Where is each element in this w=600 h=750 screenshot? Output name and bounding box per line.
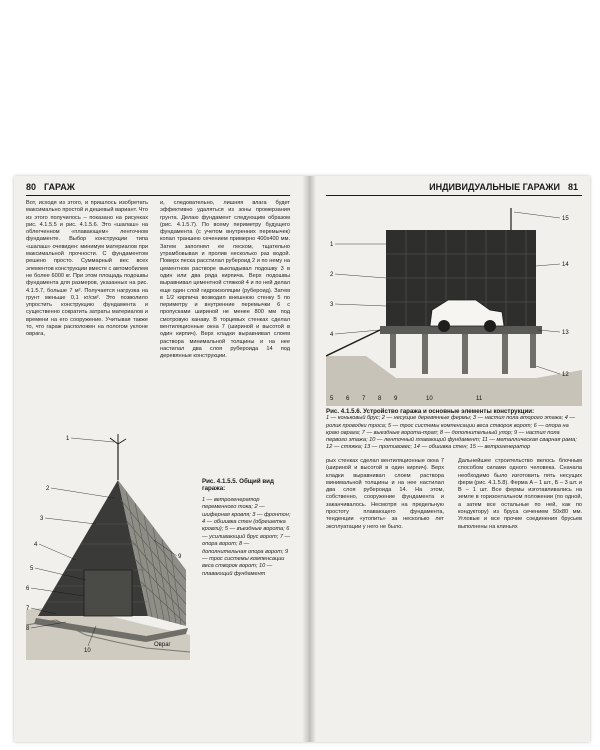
callout-13: 13	[562, 330, 569, 336]
garage-overview-drawing	[26, 420, 190, 660]
callout-3: 3	[40, 516, 44, 522]
callout-7: 7	[362, 396, 366, 402]
left-text-column-2: и, следовательно, лишняя влага будет эффективно удаляться из зоны промерзания грунта. Делаю фундамент следующим образом (рис. 4.1.5.7). По всему периметру будущего фундамента (с учетом внутренних перемычек) копал траншею сечением примерно 400х400 мм. Затем заполнял ее песком, тщательно утрамбовывая и пролив несколько раз водой. Поверх песка расстилал рубероид 2 и по нему на цементном растворе выкладывал подошву 3 в один или два ряда кирпича. Верх подошвы выравнивал цементной стяжкой 4 и по ней делал еще один слой гидроизоляции (рубероид). Затем в 1/2 кирпича возводил внешнюю стенку 5 по периметру и внутренние перемычки 6 с пропусками шириной не менее 800 мм под смотровую канаву. В торцевых стенках сделал вентиляционные окна 7 (шириной и высотой в один кирпич). Верх кладки выравнивал слоем раствора минимальной толщины и на нее настилал два слоя рубероида 14 под деревянные конструкции.	[160, 200, 290, 360]
foundation-supports	[390, 334, 536, 374]
right-page-number: 81	[567, 182, 578, 192]
figure-garage-overview	[26, 420, 190, 660]
callout-4: 4	[34, 542, 38, 548]
callout-8: 8	[26, 626, 30, 632]
right-header-rule	[326, 195, 582, 196]
callout-3: 3	[330, 302, 334, 308]
figure-caption-structure	[326, 408, 582, 452]
figure-title-overview: Рис. 4.1.5.5. Общий вид гаража:	[202, 478, 274, 493]
callout-14: 14	[562, 262, 569, 268]
gate-frame	[84, 570, 132, 616]
left-page-header	[26, 180, 75, 194]
callout-5: 5	[330, 396, 334, 402]
figure-legend-structure: 1 — коньковый брус; 2 — несущие деревянные фермы; 3 — настил пола второго этажа; 4 — ролик проводки троса; 5 — трос системы компенсации веса створок ворот; 6 — опора на краю оврага; 7 — выездные ворота-трап; 8 — дополнительный упор; 9 — настил пола первого этажа; 10 — ленточный плавающий фундамент; 11 — металлическая сварная рама; 12 — стяжка; 13 — противовес; 14 — обшивка стен; 15 — ветрогенератор	[326, 415, 577, 451]
callout-9: 9	[178, 554, 182, 560]
callout-1: 1	[66, 436, 70, 442]
left-running-title: ГАРАЖ	[44, 182, 75, 192]
right-text-column-1: рых стенках сделал вентиляционные окна 7 (шириной и высотой в один кирпич). Верх кладки выравнивал слоем раствора минимальной толщины и на нее настилал два слоя рубероида 14. На этом, собственно, сооружение фундамента и заканчивалось. Несмотря на предельную простоту плавающего фундамента, тенденции «утопить» за несколько лет эксплуатации у него не было.	[326, 458, 444, 530]
right-text-column-2: Дальнейшее строительство велось блочным способом силами одного человека. Сначала необходимо было изготовить пять несущих ферм (рис. 4.1.5.8). Ферма A – 1 шт., Б – 3 шт. и В – 1 шт. Все фермы изготавливались на земле в горизонтальном положении (по одной, а затем все остальные по ней, как по кондуктору) из бруса сечением 50х80 мм. Угловые и все прочие соединения брусьев выполнены на клиньях	[458, 458, 582, 530]
callout-10: 10	[84, 648, 91, 654]
gate-ramp	[326, 330, 380, 356]
callout-2: 2	[46, 486, 50, 492]
callout-2: 2	[330, 272, 334, 278]
callout-11: 11	[476, 396, 483, 402]
callout-5: 5	[30, 566, 34, 572]
wind-rotor	[110, 434, 126, 444]
callout-6: 6	[26, 586, 30, 592]
book-gutter	[302, 176, 316, 742]
left-text-column-1: Вот, исходя из этого, и пришлось изобретать максимально простой и дешевый вариант. Что из этого получилось – показано на рисунках рис. 4.1.5.5 и рис. 4.1.5.6. Это «шалаш» на облегченном «плавающем» ленточном фундаменте. Выбор конструкции типа «шалаш» очевиден: минимум материалов при максимальной прочности. С фундаментом решено просто. Суммарный вес всех элементов конструкции вместе с автомобилем не более 6000 кг. При этом площадь подошвы фундамента для размеров, указанных на рис. 4.1.5.7, больше 7 м². Получается нагрузка на грунт меньше 0,1 кг/см². Это позволило упростить конструкцию фундамента и существенно сократить затраты материалов и времени на его сооружение. Учитывая также то, что гараж расположен на пологом уклоне оврага,	[26, 200, 148, 338]
floor-deck	[380, 326, 542, 334]
figure-caption-overview	[202, 478, 294, 578]
figure-title-structure: Рис. 4.1.5.6. Устройство гаража и основные элементы конструкции:	[326, 408, 535, 415]
callout-10: 10	[426, 396, 433, 402]
ravine-label: Овраг	[154, 642, 171, 648]
book-spread	[14, 176, 590, 742]
figure-garage-structure	[326, 206, 582, 406]
callout-4: 4	[330, 332, 334, 338]
callout-7: 7	[26, 606, 30, 612]
left-page-number: 80	[26, 182, 37, 192]
callout-15: 15	[562, 216, 569, 222]
callout-9: 9	[394, 396, 398, 402]
callout-1: 1	[330, 242, 334, 248]
callout-6: 6	[346, 396, 350, 402]
right-page-header	[429, 180, 578, 194]
left-header-rule	[26, 195, 290, 196]
right-running-title: ИНДИВИДУАЛЬНЫЕ ГАРАЖИ	[429, 182, 560, 192]
callout-8: 8	[378, 396, 382, 402]
callout-12: 12	[562, 372, 569, 378]
figure-legend-overview: 1 — ветрогенератор переменного тока; 2 — шиферная кровля; 3 — фронтон; 4 — обшивка стен (обрешетка кровли); 5 — въездные ворота; 6 — усиливающий брус ворот; 7 — опора ворот; 8 — дополнительная опора ворот; 9 — трос системы компенсации веса створок ворот; 10 — плавающий фундамент	[202, 496, 291, 577]
garage-structure-drawing	[326, 206, 582, 406]
